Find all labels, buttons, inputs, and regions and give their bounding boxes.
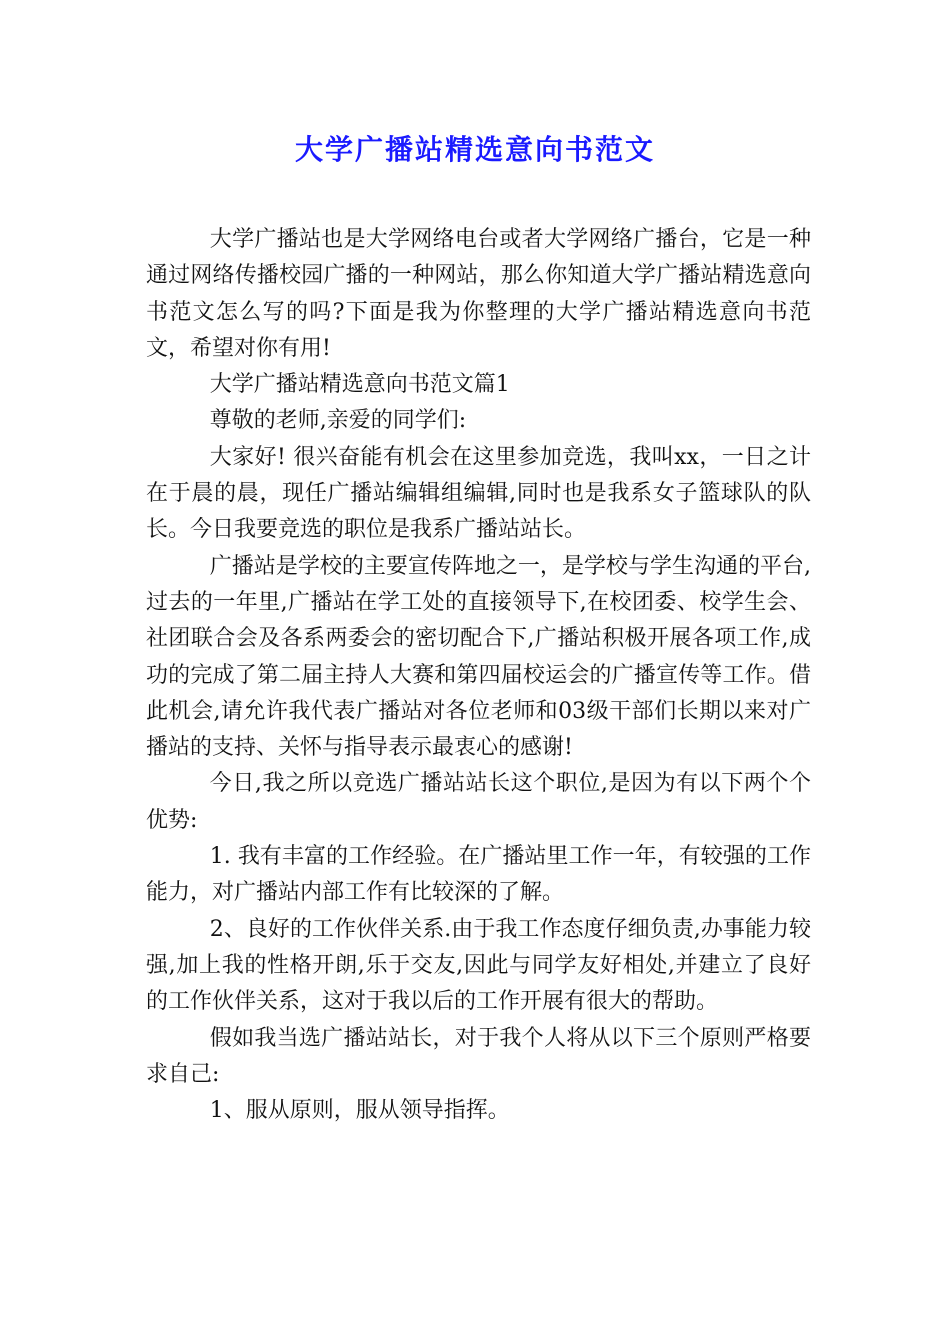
paragraph-greeting: 大家好! 很兴奋能有机会在这里参加竞选，我叫xx，一日之计在于晨的晨，现任广播站编辑组编辑,同时也是我系女子篮球队的队长。今日我要竞选的职位是我系广播站站长。 [146,444,811,543]
paragraph-section-heading: 大学广播站精选意向书范文篇1 [209,372,510,398]
paragraph-background: 广播站是学校的主要宣传阵地之一，是学校与学生沟通的平台,过去的一年里,广播站在学工处的直接领导下,在校团委、校学生会、社团联合会及各系两委会的密切配合下,广播站积极开展各项工作,成功的完成了第二届主持人大赛和第四届校运会的广播宣传等工作。借此机会,请允许我代表广播站对各位老师和03级干部们长期以来对广播站的支持、关怀与指导表示最衷心的感谢! [146,553,811,761]
document-body [146,222,811,1129]
paragraph-principle-1: 1、服从原则，服从领导指挥。 [209,1098,510,1124]
paragraph-reasons: 今日,我之所以竞选广播站站长这个职位,是因为有以下两个个优势: [146,771,811,833]
paragraph-advantage-2: 2、良好的工作伙伴关系.由于我工作态度仔细负责,办事能力较强,加上我的性格开朗,乐于交友,因此与同学友好相处,并建立了良好的工作伙伴关系，这对于我以后的工作开展有很大的帮助。 [146,916,811,1015]
paragraph-intro: 大学广播站也是大学网络电台或者大学网络广播台，它是一种通过网络传播校园广播的一种网站，那么你知道大学广播站精选意向书范文怎么写的吗?下面是我为你整理的大学广播站精选意向书范文，希望对你有用! [146,227,811,361]
paragraph-principles: 假如我当选广播站站长，对于我个人将从以下三个原则严格要求自己: [146,1025,811,1087]
paragraph-advantage-1: 1. 我有丰富的工作经验。在广播站里工作一年，有较强的工作能力，对广播站内部工作有比较深的了解。 [146,844,811,906]
document-title: 大学广播站精选意向书范文 [294,133,655,166]
paragraph-salutation: 尊敬的老师,亲爱的同学们: [209,408,467,434]
